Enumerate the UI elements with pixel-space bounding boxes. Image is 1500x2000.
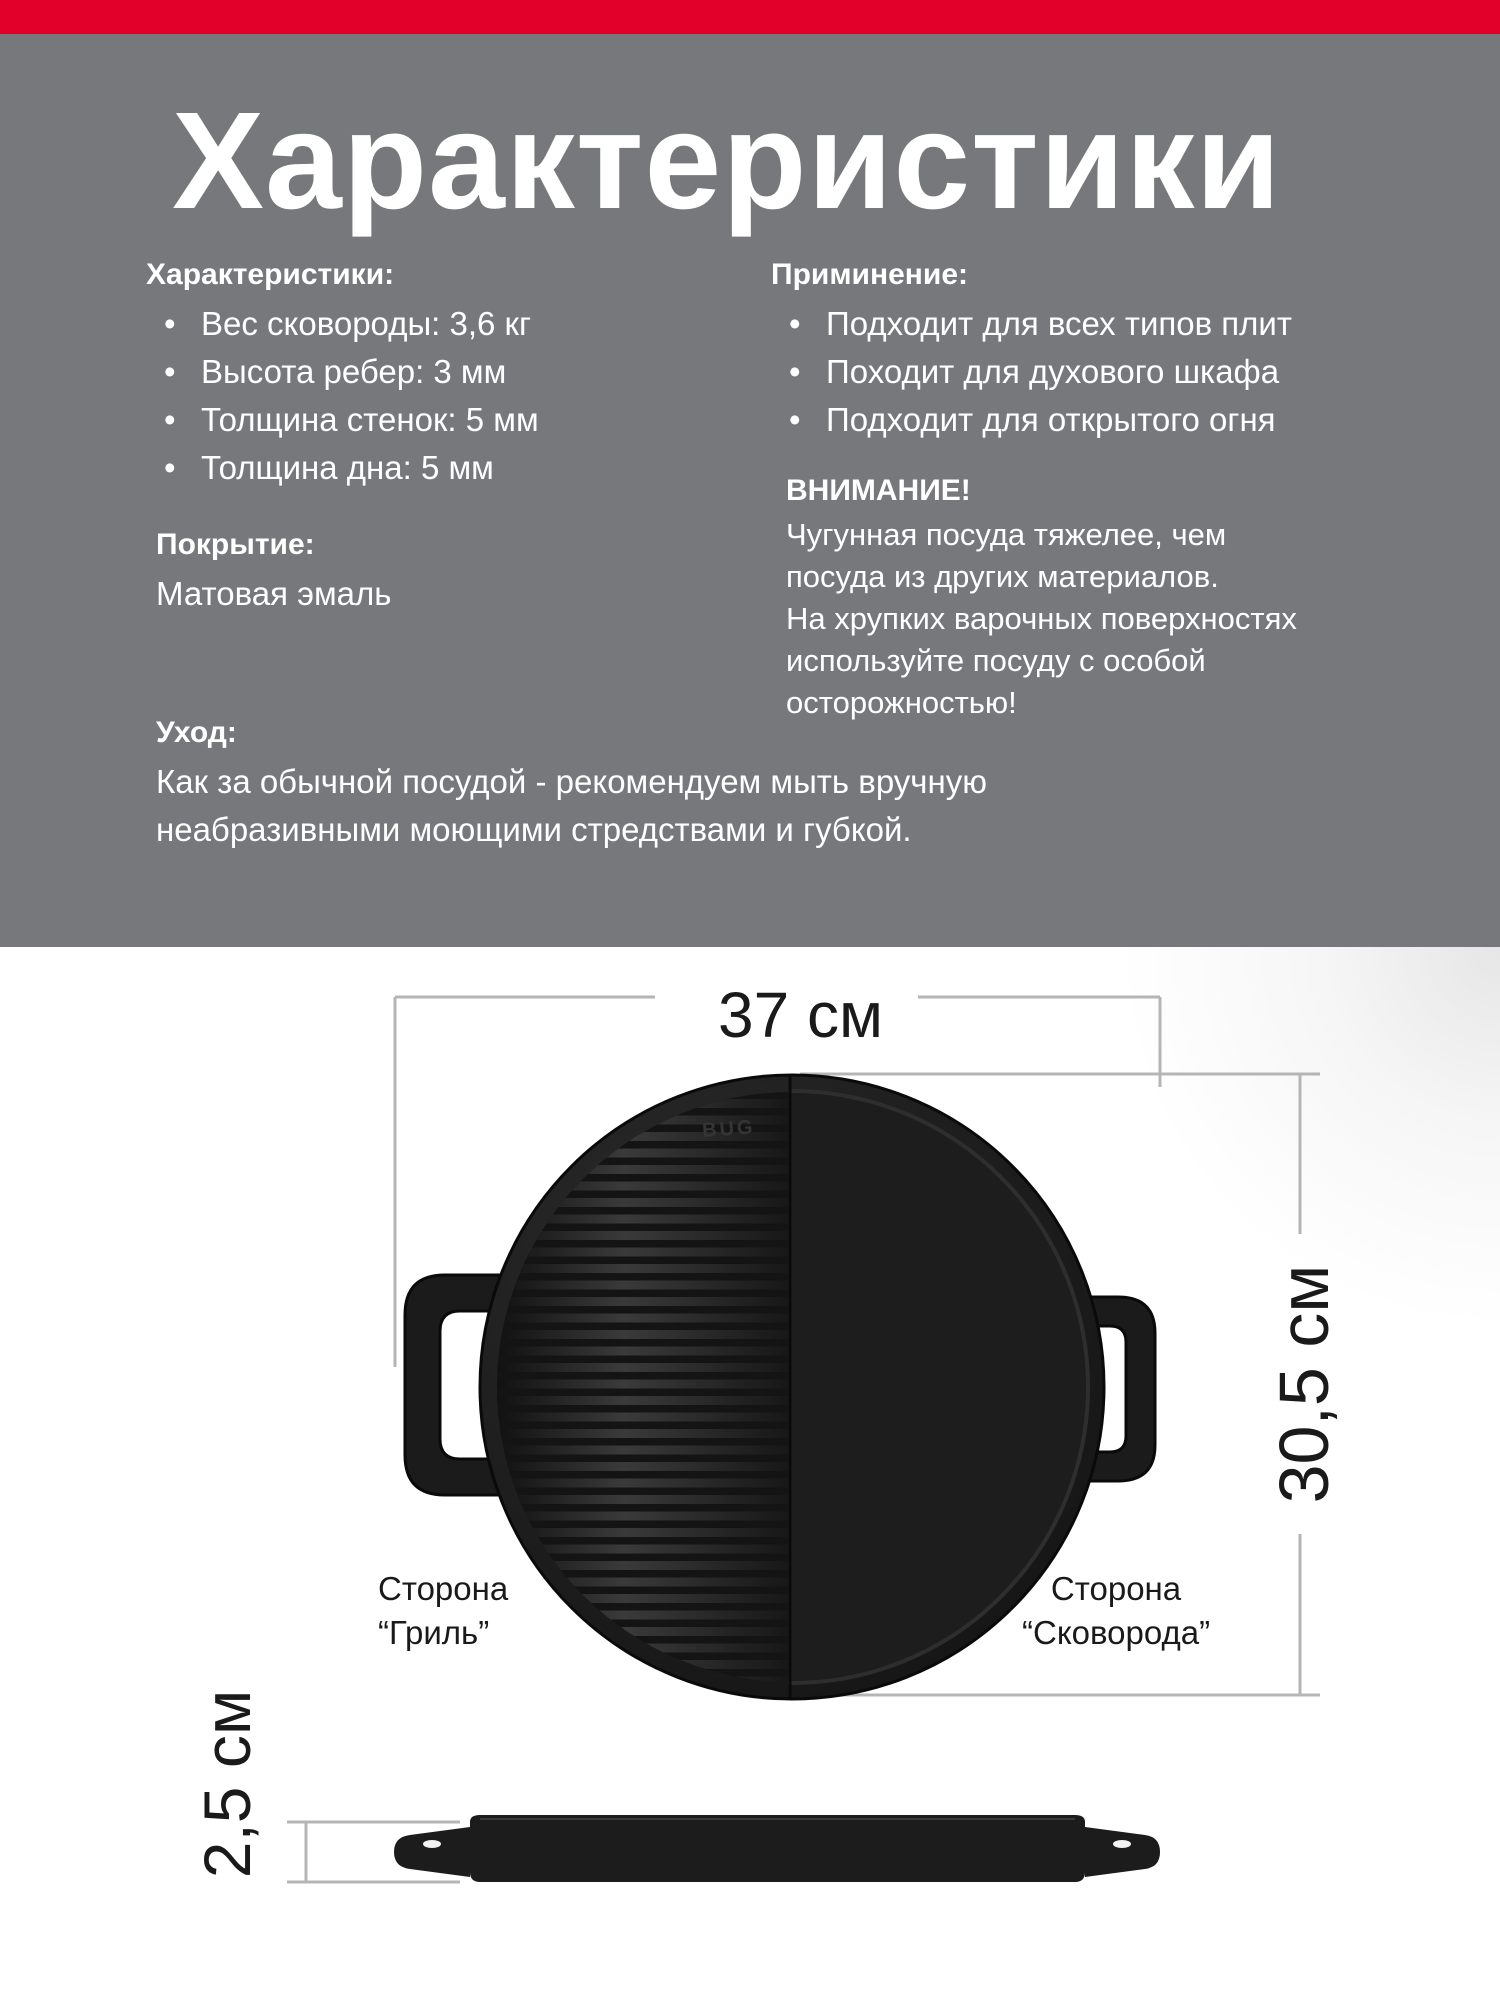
- usage-section: [771, 260, 1292, 444]
- warning-heading: ВНИМАНИЕ!: [786, 474, 971, 507]
- care-line-2: неабразивными моющими стредствами и губкой.: [156, 811, 912, 848]
- grill-ridge: [480, 1347, 800, 1356]
- grill-ridge: [480, 1429, 800, 1438]
- width-dimension-label: 37 см: [718, 979, 883, 1051]
- pan-side-label-line-1: Сторона: [1050, 1570, 1182, 1607]
- specs-heading: Характеристики:: [146, 258, 395, 291]
- warning-section: [786, 476, 1297, 724]
- usage-list: [771, 300, 1292, 444]
- usage-heading: Приминение:: [771, 258, 969, 291]
- usage-open-fire: • Подходит для открытого огня: [771, 396, 1292, 444]
- grill-ridge: [480, 1165, 800, 1174]
- usage-oven: • Походит для духового шкафа: [771, 348, 1292, 396]
- depth-dimension-label: 2,5 см: [190, 1689, 264, 1879]
- grill-ridge: [480, 1446, 800, 1455]
- grill-ridge: [480, 1099, 800, 1108]
- characteristics-panel: [0, 34, 1500, 947]
- specs-list: [146, 300, 539, 492]
- grill-ridge: [480, 1297, 800, 1306]
- grill-ridge: [480, 1314, 800, 1323]
- page-title: Характеристики: [172, 84, 1282, 238]
- care-heading: Уход:: [156, 716, 237, 749]
- grill-ridge: [480, 1594, 800, 1603]
- specs-section: [146, 260, 539, 492]
- grill-ridge: [480, 1198, 800, 1207]
- pan-side-label: [1022, 1567, 1210, 1655]
- spec-weight: • Вес сковороды: 3,6 кг: [146, 300, 539, 348]
- grill-ridge: [480, 1495, 800, 1504]
- grill-ridge: [480, 1281, 800, 1290]
- height-dimension-label: 30,5 см: [1265, 1264, 1343, 1504]
- grill-ridge: [480, 1380, 800, 1389]
- coating-heading: Покрытие:: [156, 528, 315, 561]
- grill-ridge: [480, 1264, 800, 1273]
- top-accent-bar: [0, 0, 1500, 34]
- usage-all-stoves: • Подходит для всех типов плит: [771, 300, 1292, 348]
- grill-side-label-line-1: Сторона: [378, 1570, 509, 1607]
- grill-ridge: [480, 1363, 800, 1372]
- grill-ridge: [480, 1479, 800, 1488]
- warning-line-1: Чугунная посуда тяжелее, чем: [786, 517, 1227, 552]
- grill-ridge: [480, 1660, 800, 1669]
- grill-ridge: [480, 1396, 800, 1405]
- grill-ridge: [480, 1462, 800, 1471]
- grill-side-label: [378, 1567, 508, 1655]
- grill-ridge: [480, 1578, 800, 1587]
- coating-section: [156, 530, 391, 618]
- grill-ridge: [480, 1413, 800, 1422]
- care-section: [156, 718, 987, 854]
- spec-bottom-thickness: • Толщина дна: 5 мм: [146, 444, 539, 492]
- grill-ridge: [480, 1627, 800, 1636]
- pan-side-label-line-2: “Сковорода”: [1022, 1614, 1211, 1651]
- warning-line-2: посуда из других материалов.: [786, 559, 1219, 594]
- coating-text: Матовая эмаль: [156, 575, 392, 612]
- warning-line-4: используйте посуду с особой: [786, 643, 1206, 678]
- warning-line-5: осторожностью!: [786, 685, 1017, 720]
- grill-ridge: [480, 1182, 800, 1191]
- product-drawing-area: [0, 947, 1500, 2000]
- grill-side-label-line-2: “Гриль”: [378, 1614, 490, 1651]
- grill-ridge: [480, 1149, 800, 1158]
- care-line-1: Как за обычной посудой - рекомендуем мыть вручную: [156, 763, 987, 800]
- grill-ridge: [480, 1611, 800, 1620]
- spec-wall-thickness: • Толщина стенок: 5 мм: [146, 396, 539, 444]
- pan-side-profile: [394, 1815, 1160, 1882]
- grill-ridge: [480, 1561, 800, 1570]
- brand-emboss: BUG: [701, 1116, 757, 1142]
- spec-rib-height: • Высота ребер: 3 мм: [146, 348, 539, 396]
- warning-line-3: На хрупких варочных поверхностях: [786, 601, 1297, 636]
- grill-ridge: [480, 1330, 800, 1339]
